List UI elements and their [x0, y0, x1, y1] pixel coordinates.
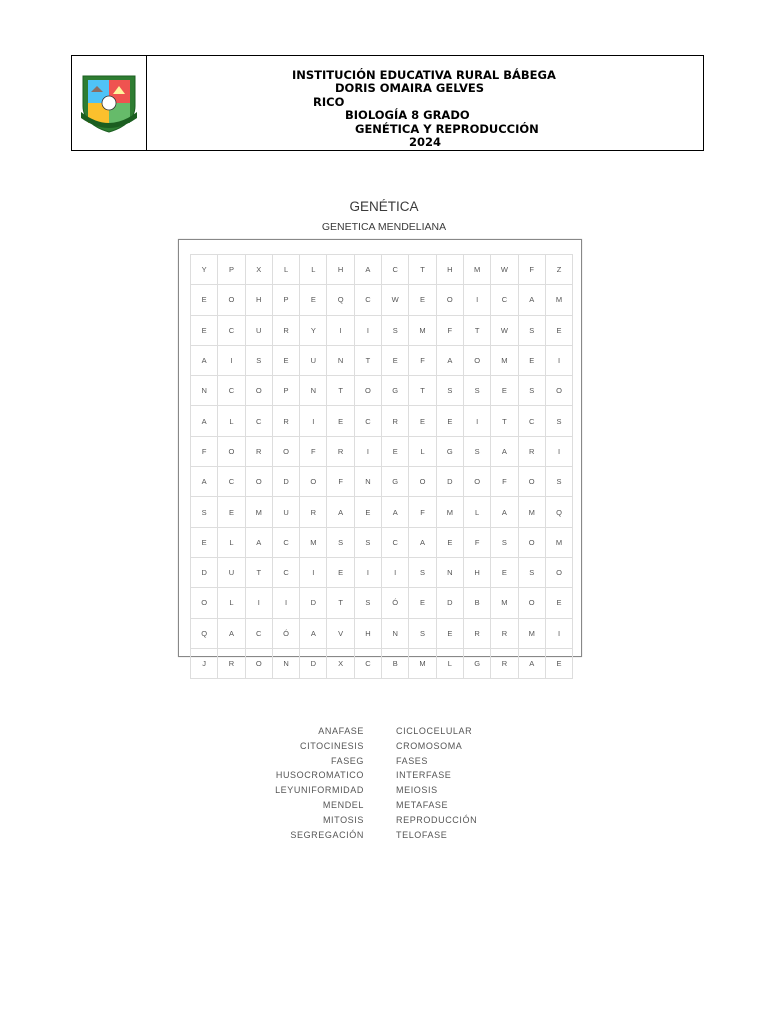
- grid-letter: O: [355, 376, 382, 406]
- grid-letter: E: [546, 316, 573, 346]
- grid-letter: H: [246, 285, 273, 315]
- teacher-surname: RICO: [313, 95, 345, 109]
- grid-letter: R: [491, 649, 518, 679]
- grid-letter: N: [191, 376, 218, 406]
- grid-letter: M: [519, 497, 546, 527]
- subject-grade: BIOLOGÍA 8 GRADO: [345, 108, 470, 122]
- grid-letter: E: [382, 437, 409, 467]
- grid-letter: S: [519, 558, 546, 588]
- grid-letter: S: [409, 619, 436, 649]
- grid-letter: W: [491, 316, 518, 346]
- word-item: SEGREGACIÓN: [290, 829, 364, 840]
- year: 2024: [409, 135, 442, 149]
- grid-letter: R: [273, 316, 300, 346]
- grid-letter: U: [246, 316, 273, 346]
- topic-title: GENÉTICA Y REPRODUCCIÓN: [355, 122, 539, 136]
- grid-letter: M: [464, 255, 491, 285]
- grid-letter: C: [355, 285, 382, 315]
- grid-letter: A: [382, 497, 409, 527]
- grid-letter: C: [355, 649, 382, 679]
- grid-letter: Q: [546, 497, 573, 527]
- grid-letter: T: [464, 316, 491, 346]
- grid-letter: T: [355, 346, 382, 376]
- grid-letter: S: [464, 376, 491, 406]
- grid-letter: U: [300, 346, 327, 376]
- word-item: METAFASE: [396, 799, 449, 810]
- grid-letter: Ó: [273, 619, 300, 649]
- grid-letter: E: [382, 346, 409, 376]
- grid-letter: S: [491, 528, 518, 558]
- grid-letter: T: [491, 406, 518, 436]
- grid-letter: O: [464, 467, 491, 497]
- grid-letter: E: [437, 528, 464, 558]
- grid-letter: C: [218, 376, 245, 406]
- grid-letter: A: [519, 285, 546, 315]
- grid-letter: D: [437, 588, 464, 618]
- grid-letter: I: [355, 316, 382, 346]
- grid-letter: I: [464, 406, 491, 436]
- grid-letter: S: [246, 346, 273, 376]
- grid-letter: C: [382, 528, 409, 558]
- grid-letter: E: [218, 497, 245, 527]
- grid-letter: E: [191, 285, 218, 315]
- grid-letter: O: [246, 376, 273, 406]
- grid-letter: M: [546, 285, 573, 315]
- grid-letter: H: [327, 255, 354, 285]
- grid-letter: H: [355, 619, 382, 649]
- grid-letter: L: [300, 255, 327, 285]
- grid-letter: L: [437, 649, 464, 679]
- grid-letter: D: [437, 467, 464, 497]
- word-item: TELOFASE: [396, 829, 448, 840]
- grid-letter: W: [491, 255, 518, 285]
- grid-letter: A: [519, 649, 546, 679]
- grid-letter: M: [246, 497, 273, 527]
- grid-letter: S: [327, 528, 354, 558]
- grid-letter: M: [409, 649, 436, 679]
- grid-letter: M: [300, 528, 327, 558]
- grid-letter: A: [437, 346, 464, 376]
- grid-letter: G: [382, 467, 409, 497]
- grid-letter: E: [327, 406, 354, 436]
- word-item: CICLOCELULAR: [396, 726, 473, 736]
- grid-letter: O: [246, 467, 273, 497]
- grid-letter: C: [382, 255, 409, 285]
- grid-letter: I: [355, 437, 382, 467]
- grid-letter: F: [409, 497, 436, 527]
- grid-letter: F: [300, 437, 327, 467]
- grid-letter: F: [191, 437, 218, 467]
- word-item: FASEG: [330, 755, 364, 766]
- grid-letter: A: [191, 406, 218, 436]
- grid-letter: E: [491, 376, 518, 406]
- grid-letter: O: [273, 437, 300, 467]
- grid-letter: C: [218, 316, 245, 346]
- grid-letter: M: [409, 316, 436, 346]
- grid-letter: A: [491, 497, 518, 527]
- grid-letter: N: [273, 649, 300, 679]
- grid-letter: C: [273, 558, 300, 588]
- word-item: REPRODUCCIÓN: [396, 814, 478, 825]
- grid-letter: S: [464, 437, 491, 467]
- word-item: INTERFASE: [396, 770, 452, 781]
- grid-letter: S: [409, 558, 436, 588]
- grid-letter: D: [300, 588, 327, 618]
- grid-letter: F: [519, 255, 546, 285]
- grid-letter: Q: [327, 285, 354, 315]
- grid-letter: B: [464, 588, 491, 618]
- grid-letter: C: [218, 467, 245, 497]
- grid-letter: L: [409, 437, 436, 467]
- grid-letter: I: [327, 316, 354, 346]
- grid-letter: H: [437, 255, 464, 285]
- grid-letter: A: [409, 528, 436, 558]
- grid-letter: A: [327, 497, 354, 527]
- grid-letter: C: [273, 528, 300, 558]
- grid-letter: E: [409, 285, 436, 315]
- teacher-name: DORIS OMAIRA GELVES: [335, 81, 484, 95]
- grid-letter: A: [218, 619, 245, 649]
- grid-letter: I: [246, 588, 273, 618]
- grid-letter: Ó: [382, 588, 409, 618]
- grid-letter: Y: [191, 255, 218, 285]
- grid-letter: E: [519, 346, 546, 376]
- grid-letter: T: [409, 376, 436, 406]
- grid-letter: M: [546, 528, 573, 558]
- grid-letter: S: [546, 406, 573, 436]
- grid-letter: E: [437, 406, 464, 436]
- grid-letter: N: [437, 558, 464, 588]
- grid-letter: M: [519, 619, 546, 649]
- grid-letter: I: [218, 346, 245, 376]
- grid-letter: I: [546, 346, 573, 376]
- grid-letter: N: [382, 619, 409, 649]
- grid-letter: I: [273, 588, 300, 618]
- grid-letter: A: [191, 346, 218, 376]
- word-search-grid: [190, 254, 573, 679]
- grid-letter: B: [382, 649, 409, 679]
- grid-letter: O: [409, 467, 436, 497]
- grid-letter: T: [327, 376, 354, 406]
- grid-letter: I: [300, 406, 327, 436]
- grid-letter: C: [519, 406, 546, 436]
- grid-letter: N: [327, 346, 354, 376]
- grid-letter: O: [546, 376, 573, 406]
- grid-letter: O: [546, 558, 573, 588]
- grid-letter: I: [382, 558, 409, 588]
- grid-letter: O: [519, 588, 546, 618]
- grid-letter: E: [327, 558, 354, 588]
- grid-letter: G: [464, 649, 491, 679]
- grid-letter: U: [218, 558, 245, 588]
- grid-letter: P: [273, 376, 300, 406]
- grid-letter: E: [273, 346, 300, 376]
- grid-letter: O: [246, 649, 273, 679]
- grid-letter: G: [382, 376, 409, 406]
- grid-letter: X: [246, 255, 273, 285]
- grid-letter: E: [300, 285, 327, 315]
- grid-letter: S: [355, 588, 382, 618]
- grid-letter: N: [355, 467, 382, 497]
- grid-letter: O: [191, 588, 218, 618]
- word-item: MENDEL: [322, 799, 364, 810]
- institution-name: INSTITUCIÓN EDUCATIVA RURAL BÁBEGA: [292, 68, 556, 82]
- grid-letter: E: [355, 497, 382, 527]
- word-item: HUSOCROMATICO: [275, 770, 364, 781]
- school-crest-icon: [79, 72, 139, 134]
- grid-letter: A: [491, 437, 518, 467]
- grid-letter: S: [519, 376, 546, 406]
- grid-letter: C: [355, 406, 382, 436]
- grid-letter: D: [300, 649, 327, 679]
- grid-letter: R: [491, 619, 518, 649]
- grid-letter: E: [191, 528, 218, 558]
- grid-letter: F: [327, 467, 354, 497]
- word-item: LEYUNIFORMIDAD: [275, 785, 364, 796]
- grid-letter: O: [464, 346, 491, 376]
- grid-letter: N: [300, 376, 327, 406]
- grid-letter: T: [246, 558, 273, 588]
- grid-letter: S: [355, 528, 382, 558]
- grid-letter: O: [519, 467, 546, 497]
- grid-letter: E: [546, 649, 573, 679]
- grid-letter: S: [546, 467, 573, 497]
- grid-letter: E: [437, 619, 464, 649]
- grid-letter: S: [437, 376, 464, 406]
- grid-letter: P: [273, 285, 300, 315]
- grid-letter: C: [491, 285, 518, 315]
- word-item: FASES: [396, 755, 429, 766]
- word-list-right: [396, 724, 477, 842]
- grid-letter: I: [355, 558, 382, 588]
- grid-letter: P: [218, 255, 245, 285]
- grid-letter: C: [246, 619, 273, 649]
- grid-letter: R: [300, 497, 327, 527]
- grid-letter: R: [218, 649, 245, 679]
- grid-letter: O: [519, 528, 546, 558]
- grid-letter: R: [327, 437, 354, 467]
- grid-letter: R: [382, 406, 409, 436]
- grid-letter: A: [355, 255, 382, 285]
- grid-letter: S: [519, 316, 546, 346]
- grid-letter: W: [382, 285, 409, 315]
- grid-letter: O: [300, 467, 327, 497]
- grid-letter: M: [437, 497, 464, 527]
- grid-letter: H: [464, 558, 491, 588]
- grid-letter: E: [491, 558, 518, 588]
- grid-letter: L: [218, 588, 245, 618]
- grid-letter: G: [437, 437, 464, 467]
- grid-letter: J: [191, 649, 218, 679]
- grid-letter: V: [327, 619, 354, 649]
- grid-letter: E: [191, 316, 218, 346]
- grid-letter: F: [464, 528, 491, 558]
- puzzle-subtitle: GENETICA MENDELIANA: [321, 221, 447, 233]
- grid-letter: A: [191, 467, 218, 497]
- puzzle-title: GENÉTICA: [349, 199, 419, 214]
- grid-letter: E: [409, 588, 436, 618]
- grid-letter: S: [382, 316, 409, 346]
- word-item: CROMOSOMA: [396, 740, 463, 751]
- grid-letter: F: [491, 467, 518, 497]
- grid-letter: R: [519, 437, 546, 467]
- grid-letter: R: [246, 437, 273, 467]
- grid-letter: C: [246, 406, 273, 436]
- grid-letter: L: [273, 255, 300, 285]
- grid-letter: L: [218, 528, 245, 558]
- grid-letter: R: [273, 406, 300, 436]
- word-item: ANAFASE: [318, 726, 364, 736]
- word-item: MITOSIS: [322, 814, 364, 825]
- grid-letter: L: [464, 497, 491, 527]
- grid-letter: M: [491, 346, 518, 376]
- grid-letter: A: [246, 528, 273, 558]
- grid-letter: A: [300, 619, 327, 649]
- grid-letter: F: [409, 346, 436, 376]
- grid-letter: O: [218, 437, 245, 467]
- grid-letter: E: [546, 588, 573, 618]
- grid-letter: L: [218, 406, 245, 436]
- grid-letter: F: [437, 316, 464, 346]
- grid-letter: Y: [300, 316, 327, 346]
- grid-letter: M: [491, 588, 518, 618]
- logo-cell: [72, 56, 147, 150]
- grid-letter: I: [546, 619, 573, 649]
- grid-letter: U: [273, 497, 300, 527]
- grid-letter: O: [437, 285, 464, 315]
- grid-letter: I: [464, 285, 491, 315]
- grid-letter: E: [409, 406, 436, 436]
- grid-letter: I: [300, 558, 327, 588]
- grid-letter: Q: [191, 619, 218, 649]
- grid-letter: D: [191, 558, 218, 588]
- grid-letter: S: [191, 497, 218, 527]
- word-search-box: [178, 239, 582, 668]
- grid-letter: Z: [546, 255, 573, 285]
- grid-letter: T: [409, 255, 436, 285]
- header-table: [71, 55, 704, 151]
- grid-letter: R: [464, 619, 491, 649]
- grid-letter: D: [273, 467, 300, 497]
- word-list-left: [275, 724, 364, 842]
- header-title-block: [147, 56, 703, 150]
- word-item: CITOCINESIS: [300, 740, 364, 751]
- grid-letter: X: [327, 649, 354, 679]
- grid-letter: I: [546, 437, 573, 467]
- grid-letter: O: [218, 285, 245, 315]
- grid-letter: T: [327, 588, 354, 618]
- word-item: MEIOSIS: [396, 785, 438, 796]
